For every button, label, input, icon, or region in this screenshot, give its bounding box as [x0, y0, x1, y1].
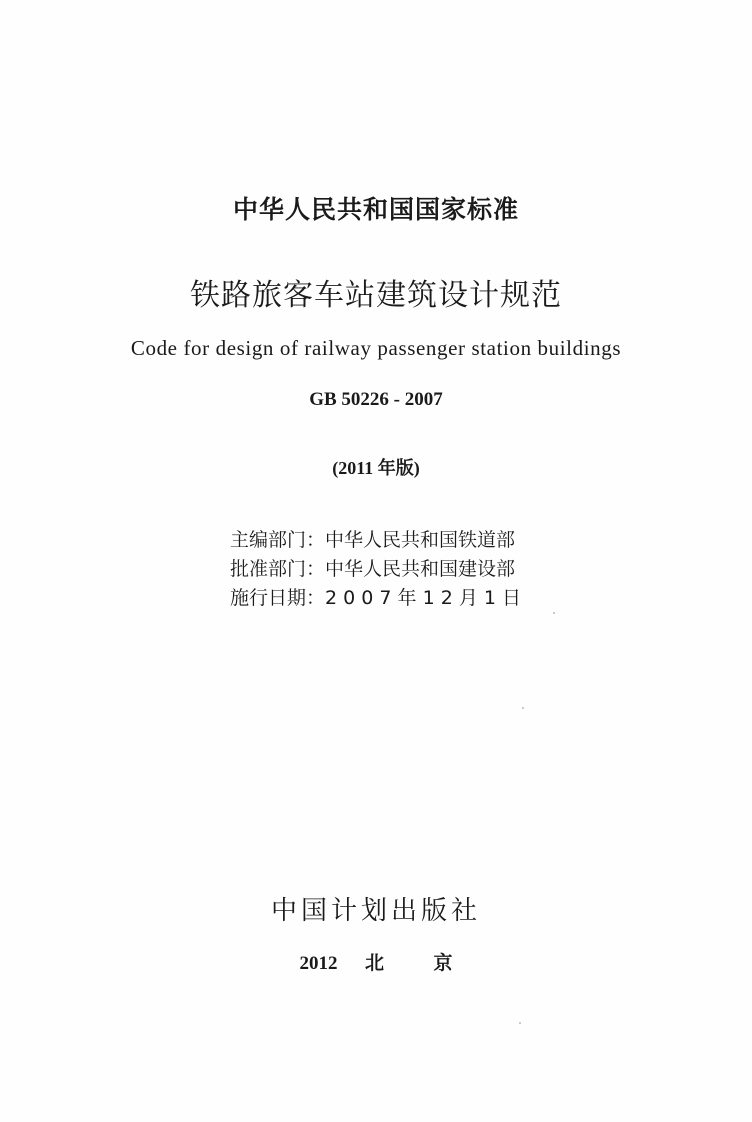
standard-info-block — [230, 526, 521, 613]
imprint-city-char-1: 北 — [364, 953, 384, 974]
editor-row — [230, 526, 521, 555]
editor-label: 主编部门： — [230, 529, 326, 551]
effective-date-row — [230, 584, 521, 613]
approver-value: 中华人民共和国建设部 — [325, 558, 516, 580]
title-chinese: 铁路旅客车站建筑设计规范 — [190, 278, 562, 313]
scan-speck — [522, 707, 524, 709]
imprint-city-char-2: 京 — [433, 953, 453, 974]
scan-speck — [519, 1022, 521, 1024]
title-english: Code for design of railway passenger station buildings — [130, 336, 622, 360]
effective-date-label: 施行日期： — [230, 587, 326, 609]
approver-row — [230, 555, 521, 584]
standard-code: GB 50226 - 2007 — [309, 389, 443, 410]
editor-value: 中华人民共和国铁道部 — [325, 529, 516, 551]
effective-date-value: 2 0 0 7 年 1 2 月 1 日 — [325, 587, 521, 609]
approver-label: 批准部门： — [230, 558, 326, 580]
imprint-line — [0, 948, 752, 975]
scan-speck — [553, 612, 555, 614]
publisher-name: 中国计划出版社 — [270, 896, 481, 926]
national-standard-heading: 中华人民共和国国家标准 — [232, 195, 519, 224]
edition-label: (2011 年版) — [332, 458, 420, 478]
imprint-year: 2012 — [299, 953, 338, 974]
